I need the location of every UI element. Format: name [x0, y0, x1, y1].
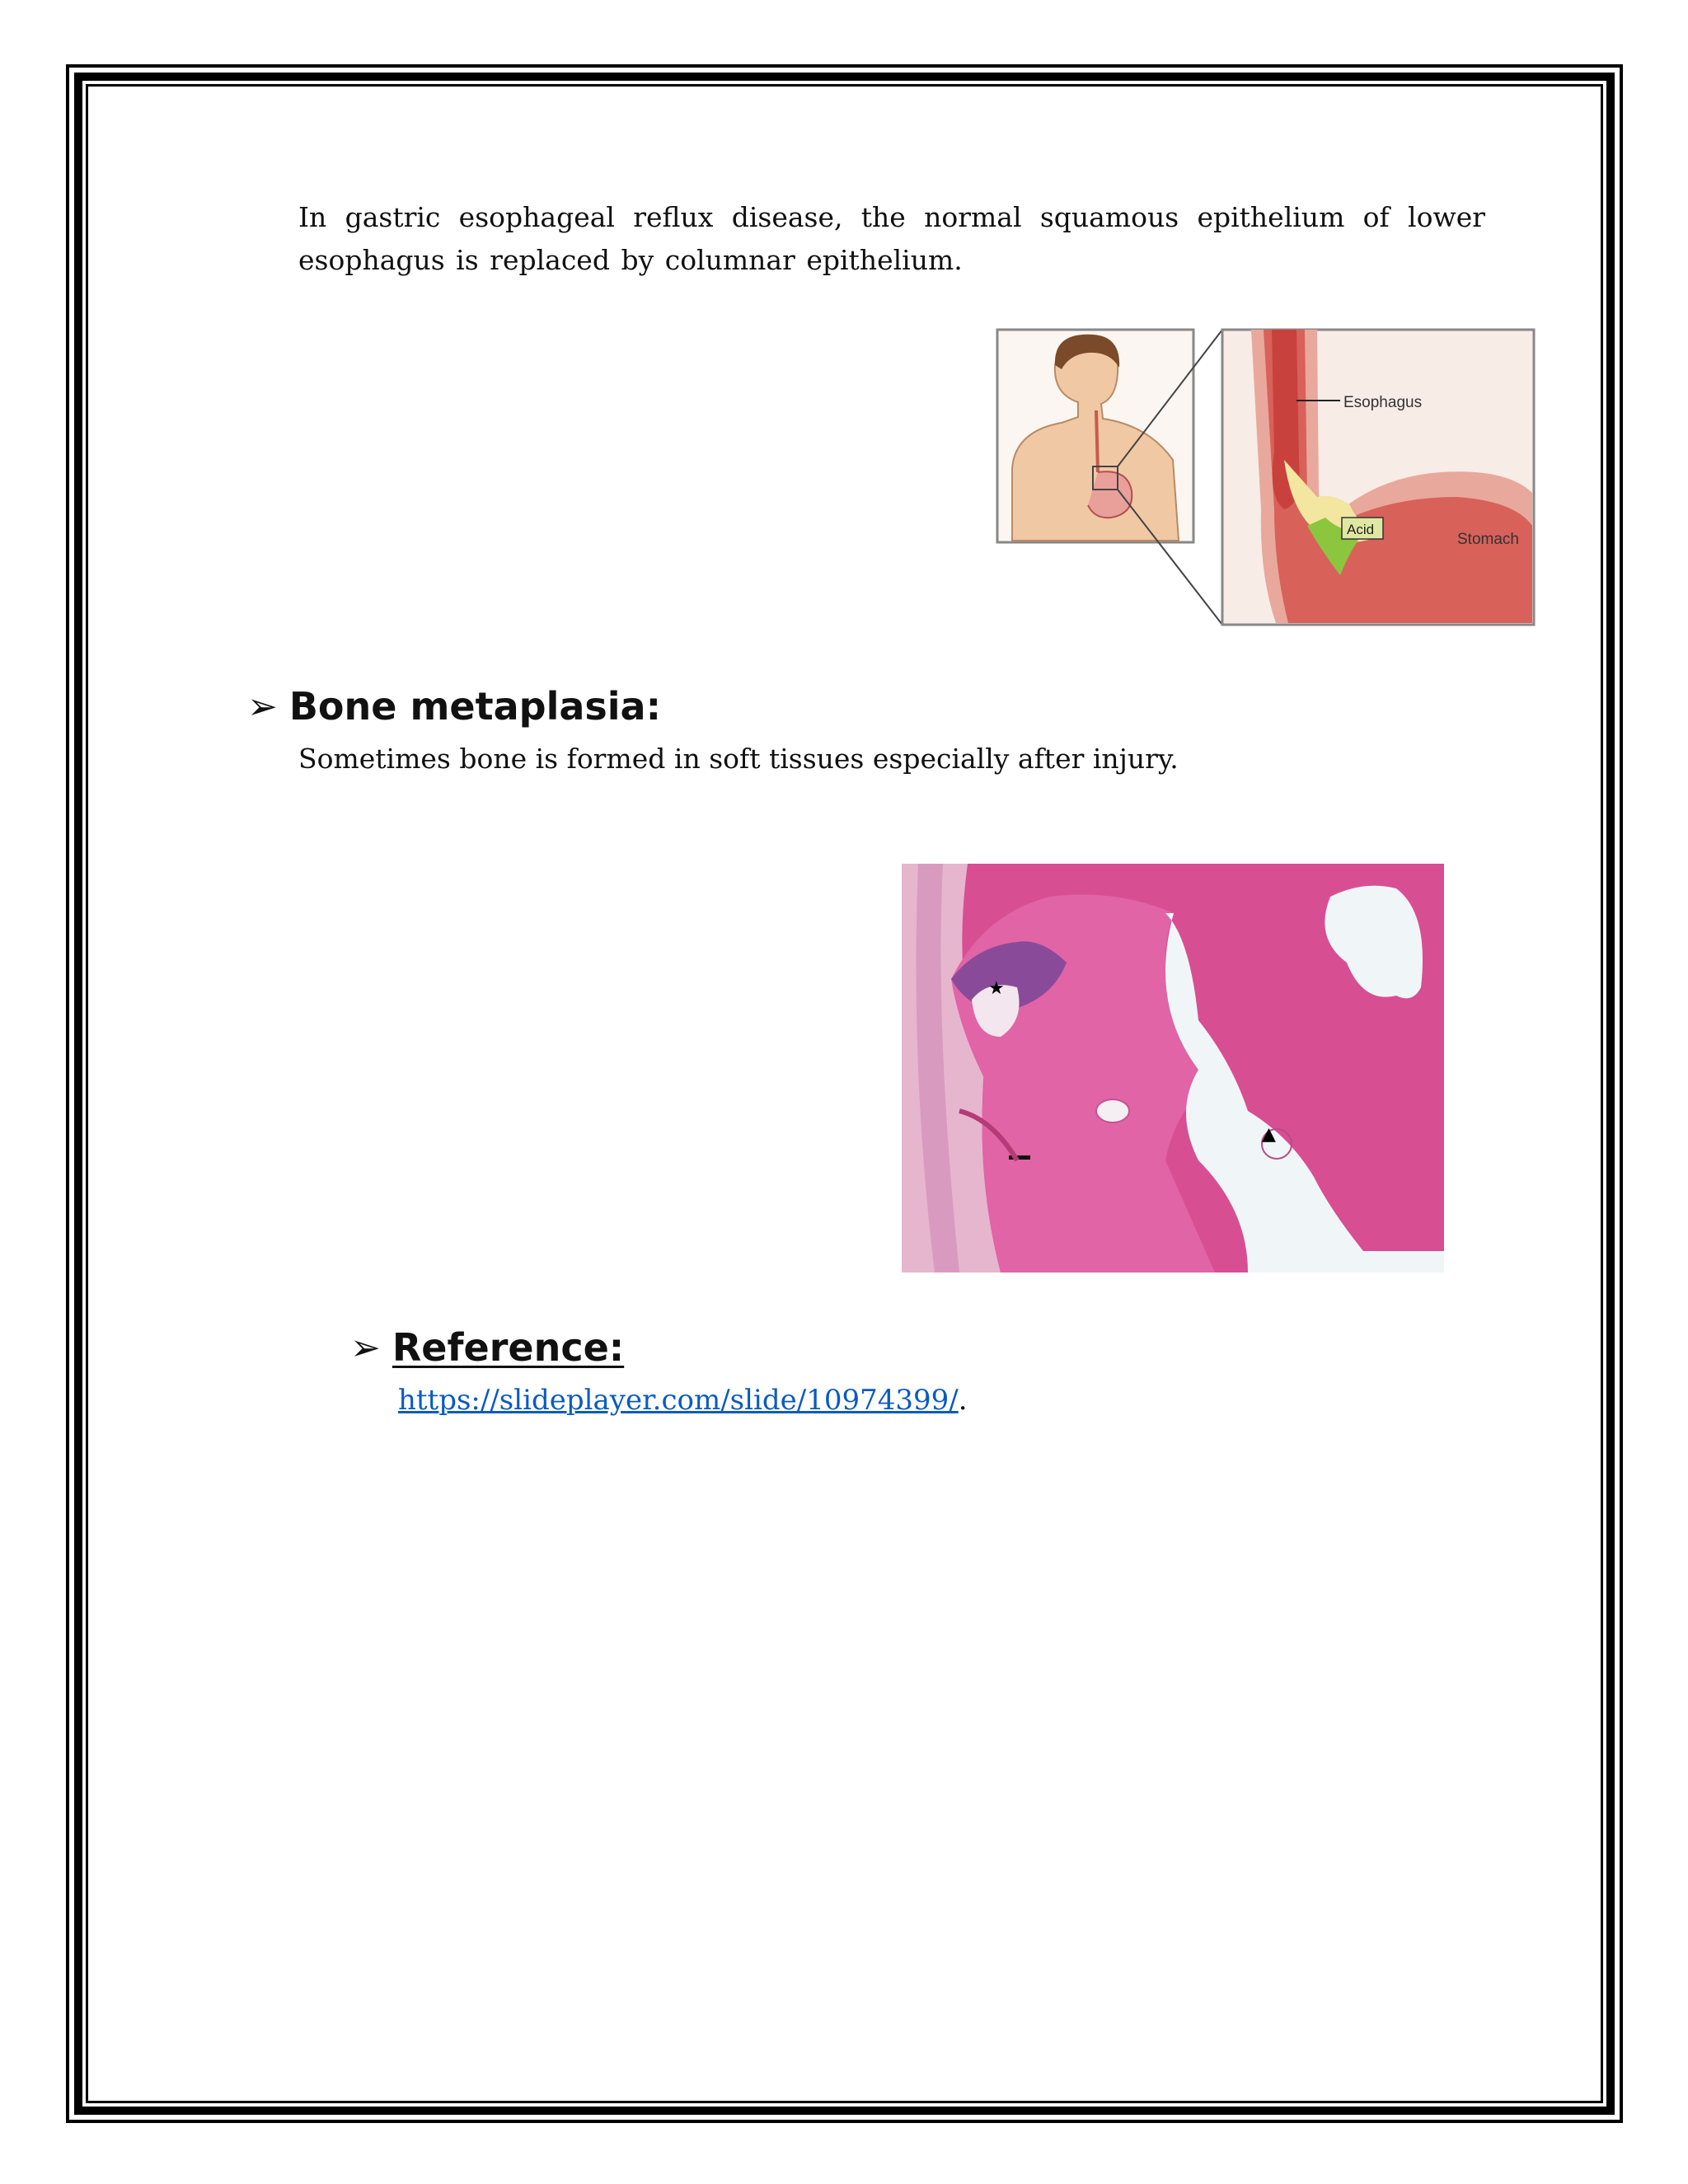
esophagus-line [1096, 410, 1098, 472]
esophagus-label: Esophagus [1343, 394, 1423, 411]
reference-link[interactable]: https://slideplayer.com/slide/10974399/ [398, 1384, 959, 1417]
reference-title: Reference: [392, 1325, 625, 1370]
bone-metaplasia-text: Sometimes bone is formed in soft tissues especially after injury. [298, 743, 1179, 775]
intro-paragraph: In gastric esophageal reflux disease, the normal squamous epithelium of lower esophagus is replaced by columnar epithelium. [298, 201, 1485, 276]
arrow-bullet-icon: ➢ [247, 685, 278, 728]
acid-label: Acid [1347, 522, 1375, 537]
reference-period: . [958, 1384, 968, 1417]
gerd-illustration [996, 328, 1536, 626]
reference-heading [350, 1325, 624, 1370]
bone-histology-image [902, 864, 1444, 1272]
reference-line [398, 1380, 968, 1421]
stomach-label: Stomach [1457, 531, 1519, 548]
arrow-bullet-icon: ➢ [350, 1326, 381, 1369]
heading-text: Bone metaplasia: [288, 684, 661, 729]
star-marker: ★ [988, 978, 1005, 999]
bone-metaplasia-heading [247, 684, 661, 729]
triangle-marker: ▲ [1262, 1124, 1276, 1145]
vascular-space [1096, 1099, 1129, 1122]
